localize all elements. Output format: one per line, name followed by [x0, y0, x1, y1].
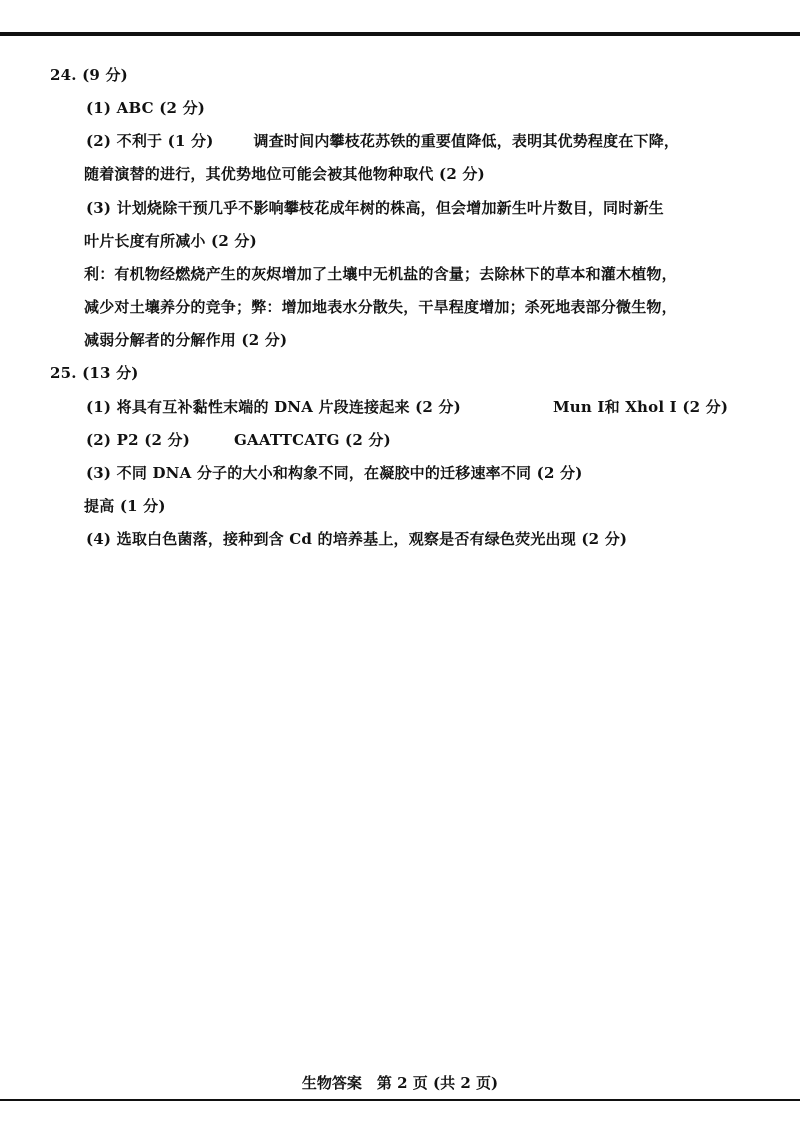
- q25-part2-sequence: GAATTCATG (2 分): [234, 431, 391, 449]
- q25-part3-line1: (3) 不同 DNA 分子的大小和构象不同，在凝胶中的迁移速率不同 (2 分): [86, 464, 583, 482]
- top-rule: [0, 32, 800, 36]
- bottom-rule: [0, 1099, 800, 1101]
- q25-header: 25. (13 分): [50, 364, 139, 382]
- q25-part2: [86, 429, 391, 451]
- q25-part1-answer: (1) 将具有互补黏性末端的 DNA 片段连接起来 (2 分): [86, 398, 461, 416]
- q25-part1-enzymes: Mun Ⅰ和 Xhol Ⅰ (2 分): [552, 398, 729, 416]
- q24-part2-line2: 随着演替的进行，其优势地位可能会被其他物种取代 (2 分): [84, 165, 485, 183]
- q25-part2-primer: (2) P2 (2 分): [86, 431, 191, 449]
- q24-part2-answer: (2) 不利于 (1 分): [86, 132, 214, 150]
- q24-part3-line3: 利：有机物经燃烧产生的灰烬增加了土壤中无机盐的含量；去除林下的草本和灌木植物，: [84, 265, 677, 283]
- q24-part3-line5: 减弱分解者的分解作用 (2 分): [84, 331, 288, 349]
- q24-part3-line2: 叶片长度有所减小 (2 分): [84, 232, 257, 250]
- q25-part3-line2: 提高 (1 分): [84, 497, 166, 515]
- page-footer: 生物答案 第 2 页 (共 2 页): [301, 1074, 499, 1092]
- q24-part1: (1) ABC (2 分): [86, 99, 206, 117]
- q24-header: 24. (9 分): [50, 66, 128, 84]
- q24-part3-line4: 减少对土壤养分的竞争；弊：增加地表水分散失，干旱程度增加；杀死地表部分微生物，: [84, 298, 677, 316]
- q25-part1: [86, 396, 728, 418]
- q24-part2-line1: [86, 130, 679, 152]
- q24-part2-reason: 调查时间内攀枝花苏铁的重要值降低，表明其优势程度在下降，: [253, 132, 680, 150]
- q25-part4: (4) 选取白色菌落，接种到含 Cd 的培养基上，观察是否有绿色荧光出现 (2 分): [86, 530, 628, 548]
- q24-part3-line1: (3) 计划烧除干预几乎不影响攀枝花成年树的株高，但会增加新生叶片数目，同时新生: [86, 199, 664, 217]
